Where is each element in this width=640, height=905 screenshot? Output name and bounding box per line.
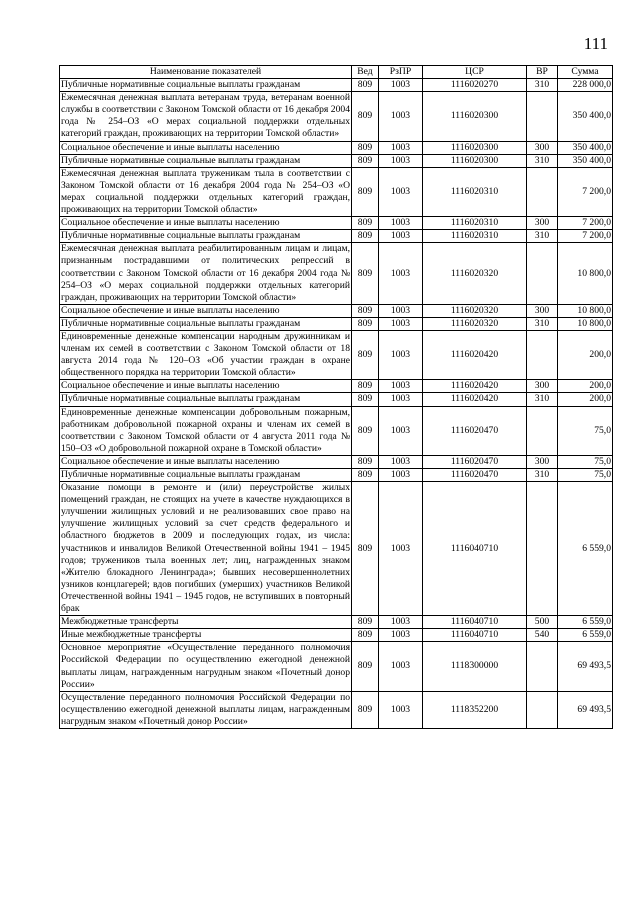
row-sum: 6 559,0	[558, 616, 613, 629]
table-row	[60, 304, 613, 317]
row-name: Социальное обеспечение и иные выплаты населению	[60, 141, 352, 154]
row-sum: 10 800,0	[558, 243, 613, 304]
row-rzpr: 1003	[379, 79, 423, 92]
header-rzpr: РзПР	[379, 66, 423, 79]
row-sum: 7 200,0	[558, 230, 613, 243]
row-sum: 200,0	[558, 380, 613, 393]
row-rzpr: 1003	[379, 629, 423, 642]
table-row	[60, 455, 613, 468]
row-vr: 310	[527, 230, 558, 243]
budget-table	[59, 65, 613, 729]
table-row	[60, 167, 613, 216]
row-ved: 809	[352, 616, 379, 629]
header-sum: Сумма	[558, 66, 613, 79]
row-rzpr: 1003	[379, 154, 423, 167]
table-row	[60, 317, 613, 330]
header-vr: ВР	[527, 66, 558, 79]
row-vr: 500	[527, 616, 558, 629]
row-csr: 1116020420	[423, 380, 527, 393]
row-rzpr: 1003	[379, 406, 423, 455]
header-name: Наименование показателей	[60, 66, 352, 79]
table-row	[60, 230, 613, 243]
row-ved: 809	[352, 79, 379, 92]
row-ved: 809	[352, 230, 379, 243]
row-csr: 1116020310	[423, 217, 527, 230]
row-vr: 310	[527, 317, 558, 330]
row-csr: 1116020420	[423, 393, 527, 406]
row-vr: 540	[527, 629, 558, 642]
row-name: Ежемесячная денежная выплата ветеранам труда, ветеранам военной службы в соответствии с Законом Томской области от 16 декабря 2004 года № 254–ОЗ «О мерах социальной поддержки отдельных категорий граждан, проживающих на территории Томской области»	[61, 92, 350, 140]
row-name: Публичные нормативные социальные выплаты гражданам	[60, 317, 352, 330]
row-ved: 809	[352, 243, 379, 304]
row-vr	[527, 642, 558, 691]
row-csr: 1116040710	[423, 616, 527, 629]
row-name: Публичные нормативные социальные выплаты гражданам	[60, 230, 352, 243]
row-csr: 1116020300	[423, 141, 527, 154]
row-rzpr: 1003	[379, 230, 423, 243]
row-name: Публичные нормативные социальные выплаты гражданам	[60, 79, 352, 92]
row-sum: 75,0	[558, 455, 613, 468]
row-ved: 809	[352, 469, 379, 482]
row-csr: 1116020310	[423, 167, 527, 216]
row-rzpr: 1003	[379, 393, 423, 406]
row-vr	[527, 167, 558, 216]
row-name: Социальное обеспечение и иные выплаты населению	[60, 304, 352, 317]
row-vr	[527, 406, 558, 455]
row-ved: 809	[352, 92, 379, 141]
page-number: 111	[583, 34, 608, 53]
row-sum: 69 493,5	[558, 642, 613, 691]
table-row	[60, 691, 613, 728]
row-vr	[527, 243, 558, 304]
row-csr: 1116020320	[423, 304, 527, 317]
row-csr: 1116020420	[423, 330, 527, 379]
table-row	[60, 154, 613, 167]
row-name: Социальное обеспечение и иные выплаты населению	[60, 380, 352, 393]
row-ved: 809	[352, 393, 379, 406]
row-csr: 1116020300	[423, 92, 527, 141]
row-sum: 7 200,0	[558, 167, 613, 216]
row-rzpr: 1003	[379, 217, 423, 230]
row-csr: 1118300000	[423, 642, 527, 691]
row-sum: 10 800,0	[558, 317, 613, 330]
row-name: Публичные нормативные социальные выплаты гражданам	[60, 469, 352, 482]
row-name: Публичные нормативные социальные выплаты гражданам	[60, 393, 352, 406]
row-name: Межбюджетные трансферты	[60, 616, 352, 629]
row-sum: 6 559,0	[558, 482, 613, 616]
row-sum: 350 400,0	[558, 154, 613, 167]
row-vr: 300	[527, 304, 558, 317]
row-vr: 300	[527, 455, 558, 468]
row-name: Единовременные денежные компенсации народным дружинникам и членам их семей в соответствии с Законом Томской области от 18 августа 2014 года № 120–ОЗ «Об участии граждан в охране общественного порядка на территории Томской области»	[61, 330, 350, 379]
table-row	[60, 217, 613, 230]
table-row	[60, 380, 613, 393]
row-rzpr: 1003	[379, 469, 423, 482]
table-row	[60, 79, 613, 92]
row-ved: 809	[352, 691, 379, 728]
row-sum: 350 400,0	[558, 92, 613, 141]
row-ved: 809	[352, 642, 379, 691]
table-row	[60, 406, 613, 455]
row-ved: 809	[352, 482, 379, 616]
row-rzpr: 1003	[379, 691, 423, 728]
row-rzpr: 1003	[379, 92, 423, 141]
row-sum: 200,0	[558, 393, 613, 406]
row-sum: 10 800,0	[558, 304, 613, 317]
row-sum: 228 000,0	[558, 79, 613, 92]
row-sum: 350 400,0	[558, 141, 613, 154]
table-row	[60, 243, 613, 304]
row-rzpr: 1003	[379, 642, 423, 691]
row-sum: 200,0	[558, 330, 613, 379]
row-vr: 310	[527, 393, 558, 406]
table-row	[60, 616, 613, 629]
row-name: Единовременные денежные компенсации добровольным пожарным, работникам добровольной пожарной охраны и членам их семей в соответствии с Законом Томской области от 4 августа 2011 года № 150–ОЗ «О добровольной пожарной охране в Томской области»	[61, 406, 350, 454]
row-ved: 809	[352, 304, 379, 317]
row-name: Публичные нормативные социальные выплаты гражданам	[60, 154, 352, 167]
row-rzpr: 1003	[379, 243, 423, 304]
row-name: Иные межбюджетные трансферты	[60, 629, 352, 642]
row-ved: 809	[352, 455, 379, 468]
row-ved: 809	[352, 141, 379, 154]
row-name: Основное мероприятие «Осуществление переданного полномочия Российской Федерации по осуществлению ежегодной денежной выплаты лицам, награжденным нагрудным знаком «Почетный донор России»	[61, 642, 350, 690]
row-rzpr: 1003	[379, 330, 423, 379]
row-rzpr: 1003	[379, 616, 423, 629]
table-row	[60, 92, 613, 141]
table-row	[60, 642, 613, 691]
row-ved: 809	[352, 406, 379, 455]
table-row	[60, 469, 613, 482]
row-csr: 1116020470	[423, 455, 527, 468]
row-rzpr: 1003	[379, 167, 423, 216]
row-ved: 809	[352, 629, 379, 642]
row-csr: 1116020470	[423, 469, 527, 482]
row-vr	[527, 330, 558, 379]
row-csr: 1116020470	[423, 406, 527, 455]
row-name: Социальное обеспечение и иные выплаты населению	[60, 217, 352, 230]
row-rzpr: 1003	[379, 482, 423, 616]
row-vr	[527, 691, 558, 728]
row-vr: 310	[527, 154, 558, 167]
row-vr: 300	[527, 380, 558, 393]
row-name: Ежемесячная денежная выплата реабилитированным лицам и лицам, признанным пострадавшими от политических репрессий в соответствии с Законом Томской области от 16 декабря 2004 года № 254–ОЗ «О мерах социальной поддержки отдельных категорий граждан, проживающих на территории Томской области»	[61, 243, 350, 303]
row-ved: 809	[352, 217, 379, 230]
table-row	[60, 141, 613, 154]
row-rzpr: 1003	[379, 304, 423, 317]
row-vr	[527, 482, 558, 616]
row-rzpr: 1003	[379, 455, 423, 468]
row-sum: 6 559,0	[558, 629, 613, 642]
row-ved: 809	[352, 154, 379, 167]
row-csr: 1116020300	[423, 154, 527, 167]
row-name: Осуществление переданного полномочия Российской Федерации по осуществлению ежегодной денежной выплаты лицам, награжденным нагрудным знаком «Почетный донор России»	[61, 691, 350, 727]
row-csr: 1116020270	[423, 79, 527, 92]
row-sum: 75,0	[558, 469, 613, 482]
row-csr: 1118352200	[423, 691, 527, 728]
row-sum: 75,0	[558, 406, 613, 455]
table-row	[60, 482, 613, 616]
row-csr: 1116020310	[423, 230, 527, 243]
table-row	[60, 330, 613, 379]
row-name: Социальное обеспечение и иные выплаты населению	[60, 455, 352, 468]
row-name: Оказание помощи в ремонте и (или) переустройстве жилых помещений граждан, не стоящих на учете в качестве нуждающихся в улучшении жилищных условий и не реализовавших свое право на улучшение жилищных условий за счет средств федерального и областного бюджетов в 2009 и последующих годах, из числа: участников и инвалидов Великой Отечественной войны 1941 – 1945 годов; тружеников тыла военных лет; лиц, награжденных знаком «Жителю блокадного Ленинграда»; бывших несовершеннолетних узников концлагерей; вдов погибших (умерших) участников Великой Отечественной войны 1941 – 1945 годов, не вступивших в повторный брак	[61, 482, 350, 615]
table-row	[60, 629, 613, 642]
row-csr: 1116040710	[423, 629, 527, 642]
row-csr: 1116020320	[423, 243, 527, 304]
header-csr: ЦСР	[423, 66, 527, 79]
header-ved: Вед	[352, 66, 379, 79]
row-name: Ежемесячная денежная выплата труженикам тыла в соответствии с Законом Томской области от 16 декабря 2004 года № 254–ОЗ «О мерах социальной поддержки отдельных категорий граждан, проживающих на территории Томской области»	[61, 167, 350, 216]
row-ved: 809	[352, 167, 379, 216]
row-vr: 310	[527, 469, 558, 482]
row-vr: 300	[527, 217, 558, 230]
row-vr	[527, 92, 558, 141]
row-csr: 1116040710	[423, 482, 527, 616]
row-ved: 809	[352, 317, 379, 330]
row-sum: 7 200,0	[558, 217, 613, 230]
row-rzpr: 1003	[379, 141, 423, 154]
row-sum: 69 493,5	[558, 691, 613, 728]
row-ved: 809	[352, 330, 379, 379]
table-header-row	[60, 66, 613, 79]
table-row	[60, 393, 613, 406]
row-ved: 809	[352, 380, 379, 393]
row-rzpr: 1003	[379, 317, 423, 330]
row-vr: 300	[527, 141, 558, 154]
row-csr: 1116020320	[423, 317, 527, 330]
row-rzpr: 1003	[379, 380, 423, 393]
row-vr: 310	[527, 79, 558, 92]
